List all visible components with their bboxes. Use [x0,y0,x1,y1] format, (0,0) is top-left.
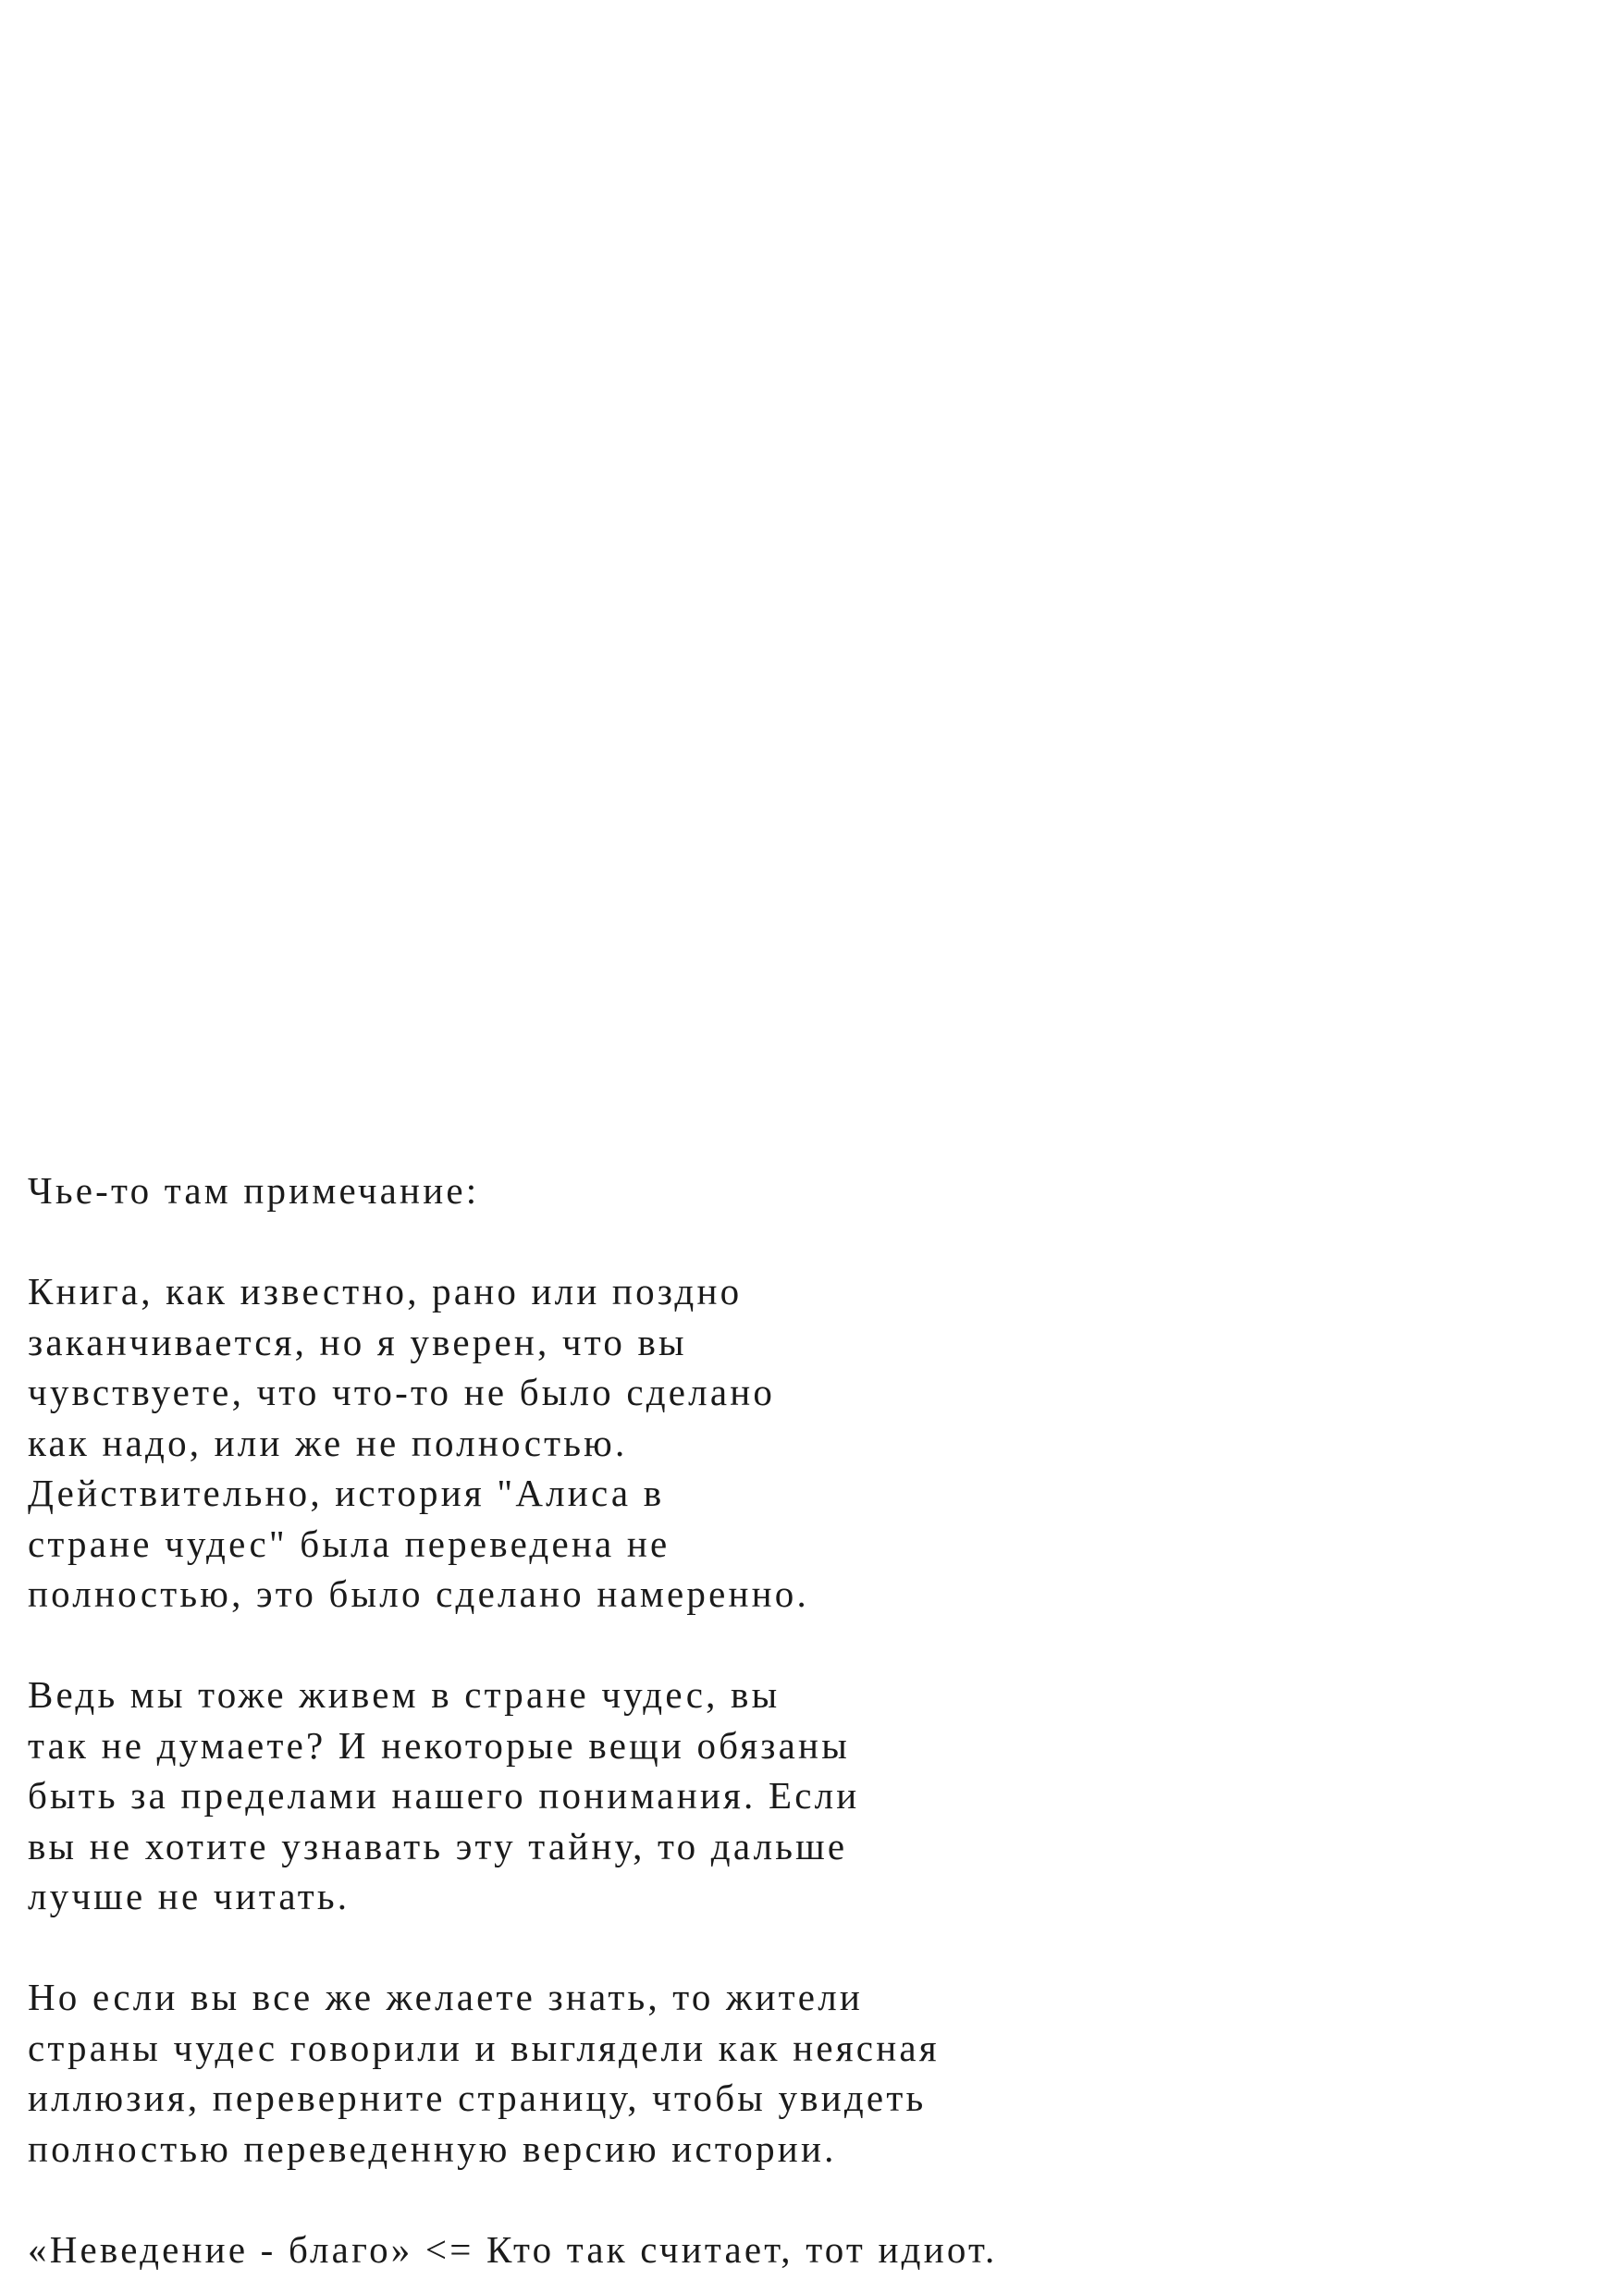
text-line: страны чудес говорили и выглядели как неясная [28,2026,940,2069]
paragraph-gap [28,1922,1581,1973]
paragraph-gap [28,2174,1581,2225]
paragraph-gap [28,1216,1581,1267]
text-line: стране чудес" была переведена не [28,1522,671,1565]
text-line: Действительно, история "Алиса в [28,1472,665,1514]
text-line: полностью, это было сделано намеренно. [28,1572,809,1615]
paragraph-2 [28,1670,1581,1922]
text-line: так не думаете? И некоторые вещи обязаны [28,1723,850,1767]
text-line: лучше не читать. [28,1875,351,1917]
text-line: Книга, как известно, рано или поздно [28,1270,743,1313]
text-line: Но если вы все же желаете знать, то жители [28,1976,863,2018]
translator-note [28,1165,1581,2274]
note-heading: Чье-то там примечание: [28,1169,480,1212]
text-line: вы не хотите узнавать эту тайну, то дальше [28,1824,848,1867]
paragraph-3 [28,1972,1581,2174]
text-line: быть за пределами нашего понимания. Если [28,1774,860,1817]
text-line: полностью переведенную версию истории. [28,2126,837,2170]
text-line: чувствуете, что что-то не было сделано [28,1371,776,1413]
closing-line: «Неведение - благо» <= Кто так считает, тот идиот. [28,2227,998,2271]
text-line: иллюзия, переверните страницу, чтобы увидеть [28,2077,927,2119]
paragraph-gap [28,1620,1581,1670]
paragraph-1 [28,1266,1581,1620]
text-line: Ведь мы тоже живем в стране чудес, вы [28,1673,781,1716]
text-line: как надо, или же не полностью. [28,1421,628,1464]
text-line: заканчивается, но я уверен, что вы [28,1320,687,1363]
